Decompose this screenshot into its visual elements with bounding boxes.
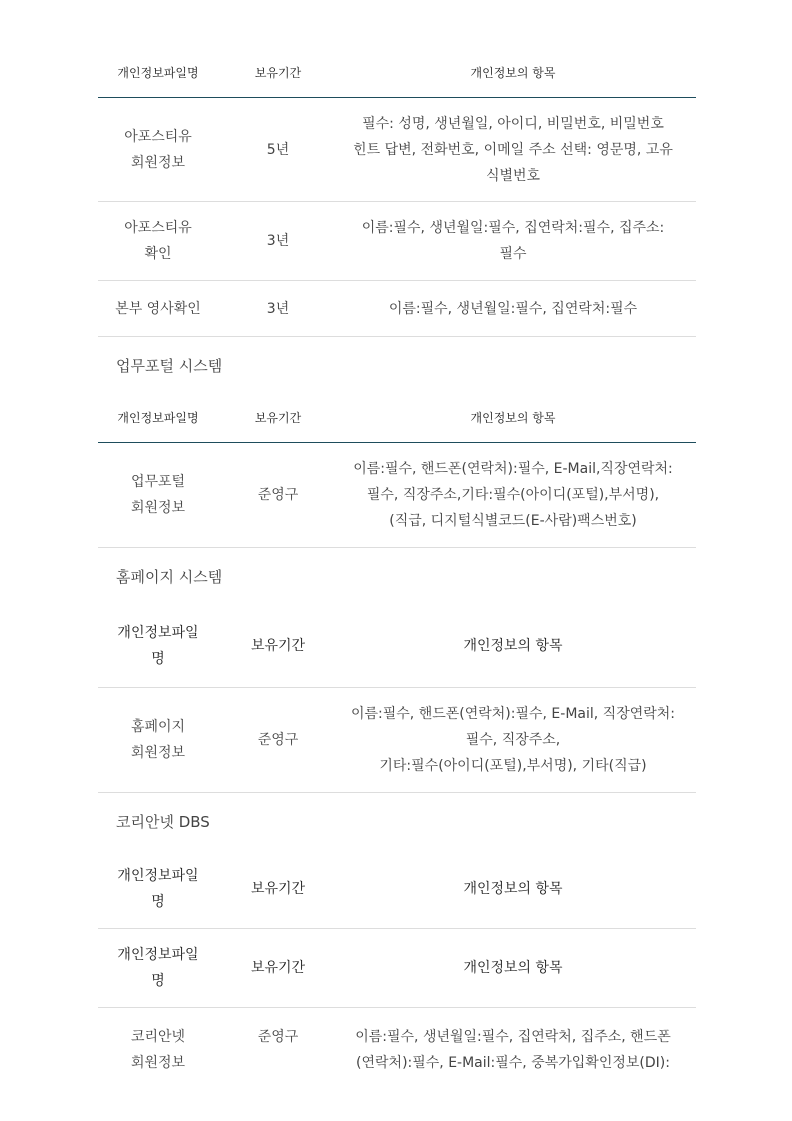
table-header <box>98 929 696 1008</box>
table-row <box>98 281 696 337</box>
table-header <box>98 604 696 688</box>
header-retention-period: 보유기간 <box>254 65 302 80</box>
table-row <box>98 688 696 793</box>
header-items: 개인정보의 항목 <box>470 410 556 425</box>
privacy-file-list <box>98 48 696 1088</box>
period-cell: 준영구 <box>257 732 299 748</box>
file-name-cell: 본부 영사확인 <box>115 300 201 317</box>
header-retention-period: 보유기간 <box>250 960 306 976</box>
period-cell: 준영구 <box>257 487 299 503</box>
period-cell: 3년 <box>266 300 290 317</box>
file-name-cell: 홈페이지 회원정보 <box>130 719 186 761</box>
header-file-name: 개인정보파일 명 <box>117 624 199 667</box>
items-cell: 이름:필수, 생년월일:필수, 집연락처, 집주소, 핸드폰 (연락처):필수, E-Mail:필수, 중복가입확인정보(DI): <box>355 1029 671 1071</box>
section-title: 코리안넷 DBS <box>116 812 210 831</box>
table-header <box>98 48 696 98</box>
file-name-cell: 업무포털 회원정보 <box>130 474 186 516</box>
file-name-cell: 코리안넷 회원정보 <box>130 1029 186 1071</box>
header-retention-period: 보유기간 <box>254 410 302 425</box>
items-cell: 이름:필수, 생년월일:필수, 집연락처:필수, 집주소: 필수 <box>361 220 665 262</box>
header-file-name: 개인정보파일명 <box>117 410 199 425</box>
items-cell: 이름:필수, 핸드폰(연락처):필수, E-Mail,직장연락처: 필수, 직장주소,기타:필수(아이디(포털),부서명), (직급, 디지털식별코드(E-사람)팩스번호) <box>353 461 673 529</box>
header-items: 개인정보의 항목 <box>470 65 556 80</box>
table-row <box>98 443 696 548</box>
header-file-name: 개인정보파일 명 <box>117 947 199 989</box>
file-name-cell: 아포스티유 회원정보 <box>124 128 192 171</box>
header-file-name: 개인정보파일명 <box>117 65 199 80</box>
table-header <box>98 849 696 929</box>
table-row <box>98 98 696 202</box>
section-title: 홈페이지 시스템 <box>116 567 223 586</box>
items-cell: 이름:필수, 생년월일:필수, 집연락처:필수 <box>388 300 638 317</box>
period-cell: 준영구 <box>257 1029 299 1045</box>
header-file-name: 개인정보파일 명 <box>117 867 199 910</box>
header-items: 개인정보의 항목 <box>463 960 563 976</box>
items-cell: 필수: 성명, 생년월일, 아이디, 비밀번호, 비밀번호 힌트 답변, 전화번호, 이메일 주소 선택: 영문명, 고유 식별번호 <box>353 115 673 184</box>
items-cell: 이름:필수, 핸드폰(연락처):필수, E-Mail, 직장연락처: 필수, 직장주소, 기타:필수(아이디(포털),부서명), 기타(직급) <box>350 706 676 774</box>
section-title: 업무포털 시스템 <box>116 356 223 375</box>
table-header <box>98 393 696 443</box>
header-items: 개인정보의 항목 <box>463 637 563 654</box>
header-items: 개인정보의 항목 <box>463 880 563 897</box>
header-retention-period: 보유기간 <box>250 637 306 654</box>
table-row <box>98 202 696 281</box>
period-cell: 5년 <box>266 141 290 158</box>
file-name-cell: 아포스티유 확인 <box>124 220 192 262</box>
header-retention-period: 보유기간 <box>250 880 306 897</box>
period-cell: 3년 <box>266 233 290 249</box>
table-row <box>98 1008 696 1088</box>
